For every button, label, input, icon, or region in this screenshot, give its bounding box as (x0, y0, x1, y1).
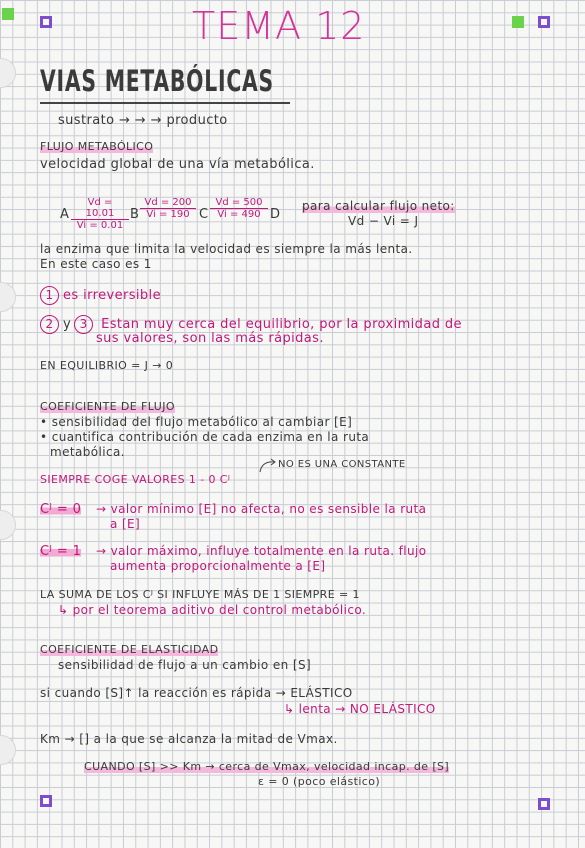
note-line: En este caso es 1 (40, 257, 152, 271)
fraction-bottom: Vi = 190 (146, 209, 190, 220)
number-badge: 1 (40, 286, 59, 305)
binder-ring (0, 510, 16, 540)
section-heading: VIAS METABÓLICAS (40, 64, 274, 98)
bullet-line: • sensibilidad del flujo metabólico al cambiar [E] (40, 415, 353, 429)
fraction-top: Vd = 10.01 (71, 197, 129, 220)
subheading: FLUJO METABÓLICO (40, 140, 154, 153)
note-line: LA SUMA DE LOS Cᴶ SI INFLUYE MÁS DE 1 SIEMPRE = 1 (40, 588, 360, 601)
numbered-item (40, 286, 161, 305)
note-line: → valor mínimo [E] no afecta, no es sensible la ruta (96, 502, 427, 516)
binder-ring (0, 58, 16, 88)
note-line: ↳ por el teorema aditivo del control metabólico. (58, 603, 367, 617)
note-line: a [E] (110, 517, 141, 531)
item-connector: y (63, 317, 72, 332)
rate-fraction (210, 197, 268, 220)
punch-hole-icon (39, 794, 53, 808)
binder-ring (0, 282, 16, 312)
note-line: CUANDO [S] >> Km → cerca de Vmax, velocidad incap. de [S] (84, 760, 450, 773)
note-line: SIEMPRE COGE VALORES 1 - 0 Cᴶ (40, 473, 231, 486)
note-line: para calcular flujo neto: (302, 199, 455, 213)
page-title: TEMA 12 (192, 4, 366, 48)
item-text: Estan muy cerca del equilibrio, por la proximidad de (101, 317, 462, 332)
item-text: sus valores, son las más rápidas. (96, 331, 324, 346)
note-line: sensibilidad de flujo a un cambio en [S] (58, 658, 312, 672)
punch-hole-icon (537, 15, 551, 29)
fraction-bottom: Vi = 490 (217, 209, 261, 220)
subheading: COEFICIENTE DE ELASTICIDAD (40, 643, 219, 656)
heading-underline (40, 102, 290, 104)
coefficient-label: Cᴶ = 1 (40, 544, 82, 559)
fraction-top: Vd = 200 (140, 197, 196, 209)
corner-mark-top-left (2, 8, 14, 20)
fraction-top: Vd = 500 (210, 197, 268, 209)
bullet-line: metabólica. (50, 445, 125, 459)
metabolite-label: D (270, 207, 281, 222)
note-line: sustrato → → → producto (58, 113, 228, 128)
note-line: aumenta proporcionalmente a [E] (110, 559, 326, 573)
binder-ring (0, 735, 16, 765)
metabolite-label: B (130, 207, 140, 222)
metabolite-label: C (199, 207, 209, 222)
item-text: es irreversible (63, 288, 161, 303)
note-line: velocidad global de una vía metabólica. (40, 157, 315, 172)
corner-mark-top-right (512, 16, 524, 28)
bullet-line: • cuantifica contribución de cada enzima en la ruta (40, 430, 370, 444)
note-line: la enzima que limita la velocidad es siempre la más lenta. (40, 242, 413, 256)
punch-hole-icon (39, 15, 53, 29)
formula: Vd − Vi = J (348, 214, 419, 228)
note-line: ε = 0 (poco elástico) (258, 775, 381, 788)
number-badge: 2 (40, 315, 59, 334)
subheading: COEFICIENTE DE FLUJO (40, 400, 175, 413)
curved-arrow-icon (258, 458, 278, 474)
note-line: Km → [] a la que se alcanza la mitad de Vmax. (40, 732, 338, 746)
note-line: EN EQUILIBRIO = J → 0 (40, 359, 174, 372)
rate-fraction (71, 197, 129, 231)
note-line: si cuando [S]↑ la reacción es rápida → ELÁSTICO (40, 686, 353, 700)
metabolite-label: A (60, 207, 70, 222)
annotation: NO ES UNA CONSTANTE (278, 459, 406, 470)
coefficient-label: Cᴶ = 0 (40, 502, 82, 517)
note-line: → valor máximo, influye totalmente en la ruta. flujo (96, 544, 427, 558)
punch-hole-icon (537, 797, 551, 811)
note-line: ↳ lenta → NO ELÁSTICO (284, 702, 436, 716)
rate-fraction (140, 197, 196, 220)
number-badge: 3 (74, 315, 93, 334)
fraction-bottom: Vi = 0.01 (76, 220, 124, 231)
